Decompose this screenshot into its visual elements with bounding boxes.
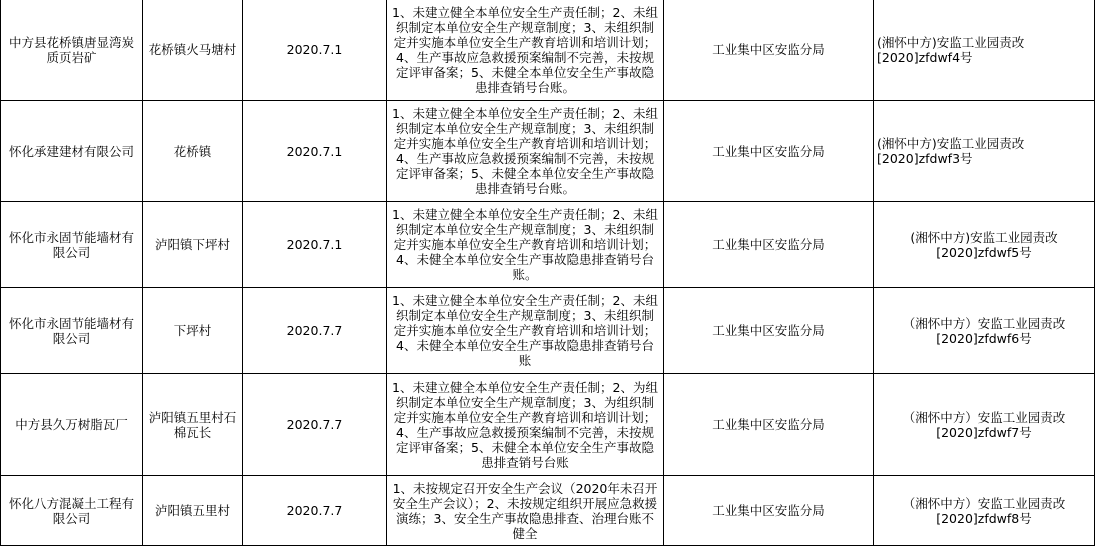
company-name-cell: 怀化市永固节能墙材有限公司 — [1, 202, 143, 288]
agency-cell: 工业集中区安监分局 — [664, 0, 874, 101]
agency-cell: 工业集中区安监分局 — [664, 202, 874, 288]
document-number-line1: (湘怀中方)安监工业园责改 — [877, 136, 1025, 151]
date-cell: 2020.7.7 — [243, 288, 387, 374]
document-number-cell — [874, 476, 1095, 546]
document-number-cell — [874, 288, 1095, 374]
document-number-line1: （湘怀中方）安监工业园责改 — [902, 409, 1066, 425]
table-row — [1, 101, 1095, 202]
document-number-line2: [2020]zfdwf5号 — [936, 244, 1032, 260]
date-cell: 2020.7.7 — [243, 476, 387, 546]
issues-cell: 1、未建立健全本单位安全生产责任制；2、未组织制定本单位安全生产规章制度；3、未组织制定并实施本单位安全生产教育培训和培训计划；4、未健全本单位安全生产事故隐患排查销号台账 — [387, 288, 664, 374]
agency-cell: 工业集中区安监分局 — [664, 288, 874, 374]
date-cell: 2020.7.1 — [243, 202, 387, 288]
company-name-cell: 怀化市永固节能墙材有限公司 — [1, 288, 143, 374]
issues-cell: 1、未建立健全本单位安全生产责任制；2、未组织制定本单位安全生产规章制度；3、未组织制定并实施本单位安全生产教育培训和培训计划；4、未健全本单位安全生产事故隐患排查销号台账。 — [387, 202, 664, 288]
issues-cell: 1、未建立健全本单位安全生产责任制；2、未组织制定本单位安全生产规章制度；3、未组织制定并实施本单位安全生产教育培训和培训计划；4、生产事故应急救援预案编制不完善，未按规定评审备案；5、未健全本单位安全生产事故隐患排查销号台账。 — [387, 101, 664, 202]
document-number-line2: [2020]zfdwf7号 — [936, 424, 1032, 440]
location-cell: 泸阳镇下坪村 — [143, 202, 243, 288]
issues-cell: 1、未按规定召开安全生产会议（2020年未召开安全生产会议）；2、未按规定组织开展应急救援演练；3、安全生产事故隐患排查、治理台账不健全 — [387, 476, 664, 546]
document-number-line2: [2020]zfdwf3号 — [877, 151, 973, 166]
location-cell: 泸阳镇五里村石棉瓦长 — [143, 374, 243, 476]
location-cell: 花桥镇火马塘村 — [143, 0, 243, 101]
agency-cell: 工业集中区安监分局 — [664, 101, 874, 202]
agency-cell: 工业集中区安监分局 — [664, 476, 874, 546]
document-number-line2: [2020]zfdwf6号 — [936, 330, 1032, 346]
company-name-cell: 怀化承建建材有限公司 — [1, 101, 143, 202]
document-number-line1: (湘怀中方)安监工业园责改 — [910, 229, 1058, 245]
issues-cell: 1、未建立健全本单位安全生产责任制；2、为组织制定本单位安全生产规章制度；3、为组织制定并实施本单位安全生产教育培训和培训计划；4、生产事故应急救援预案编制不完善，未按规定评审备案；5、未健全本单位安全生产事故隐患排查销号台账 — [387, 374, 664, 476]
agency-cell: 工业集中区安监分局 — [664, 374, 874, 476]
issues-cell: 1、未建立健全本单位安全生产责任制；2、未组织制定本单位安全生产规章制度；3、未组织制定并实施本单位安全生产教育培训和培训计划；4、生产事故应急救援预案编制不完善，未按规定评审备案；5、未健全本单位安全生产事故隐患排查销号台账。 — [387, 0, 664, 101]
location-cell: 花桥镇 — [143, 101, 243, 202]
company-name-cell: 中方县花桥镇唐显湾炭质页岩矿 — [1, 0, 143, 101]
date-cell: 2020.7.1 — [243, 0, 387, 101]
company-name-cell: 怀化八方混凝土工程有限公司 — [1, 476, 143, 546]
document-number-line1: （湘怀中方）安监工业园责改 — [902, 495, 1066, 511]
document-number-cell — [874, 0, 1095, 101]
location-cell: 泸阳镇五里村 — [143, 476, 243, 546]
table-row — [1, 0, 1095, 101]
document-number-line2: [2020]zfdwf4号 — [877, 49, 973, 65]
company-name-cell: 中方县久万树脂瓦厂 — [1, 374, 143, 476]
table-row — [1, 374, 1095, 476]
document-number-cell — [874, 101, 1095, 202]
date-cell: 2020.7.7 — [243, 374, 387, 476]
table-row — [1, 288, 1095, 374]
document-number-line1: (湘怀中方)安监工业园责改 — [877, 34, 1025, 50]
document-number-cell — [874, 374, 1095, 476]
table-row — [1, 476, 1095, 546]
document-number-line2: [2020]zfdwf8号 — [936, 510, 1032, 526]
document-number-cell — [874, 202, 1095, 288]
document-number-line1: （湘怀中方）安监工业园责改 — [902, 315, 1066, 331]
table-row — [1, 202, 1095, 288]
location-cell: 下坪村 — [143, 288, 243, 374]
date-cell: 2020.7.1 — [243, 101, 387, 202]
